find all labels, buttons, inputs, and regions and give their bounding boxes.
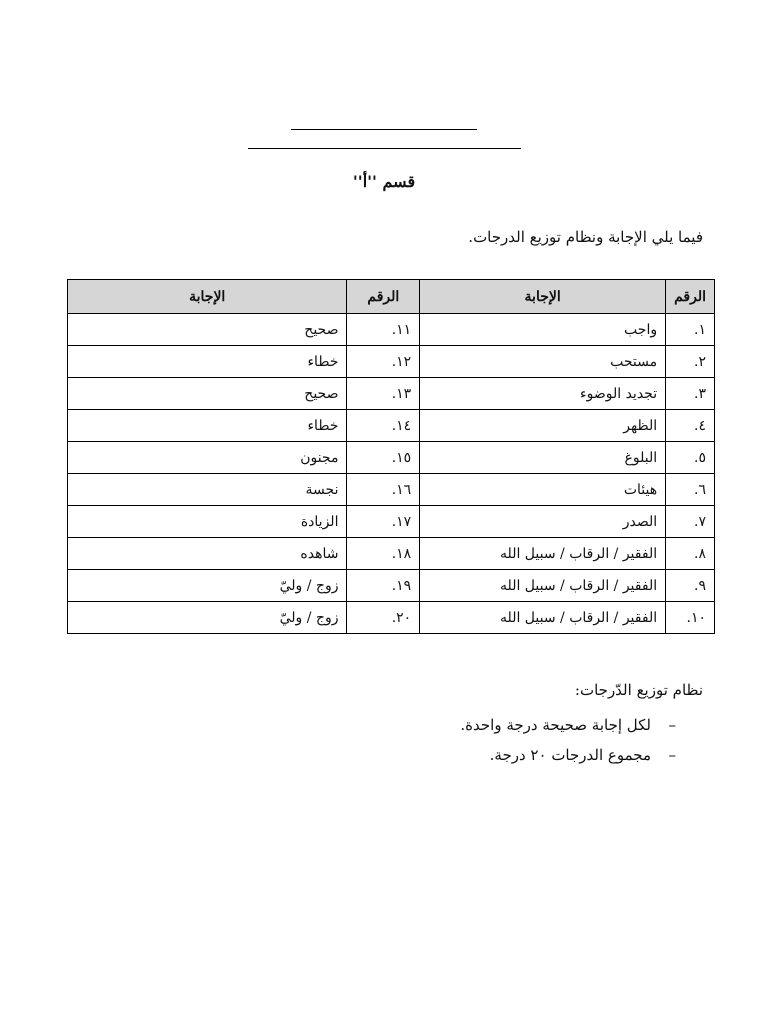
row-answer: الفقير / الرقاب / سبيل الله	[420, 570, 666, 602]
row-number: ١٨.	[347, 538, 420, 570]
row-number: ٥.	[666, 442, 715, 474]
table-row	[68, 538, 715, 570]
header-answer-2: الإجابة	[68, 280, 347, 314]
row-answer: هيئات	[420, 474, 666, 506]
row-number: ١٦.	[347, 474, 420, 506]
header-answer-1: الإجابة	[420, 280, 666, 314]
dash-bullet: –	[668, 716, 676, 734]
row-number: ٦.	[666, 474, 715, 506]
row-number: ١٩.	[347, 570, 420, 602]
row-answer: زوج / وليّ	[68, 602, 347, 634]
row-answer: زوج / وليّ	[68, 570, 347, 602]
intro-text: فيما يلي الإجابة ونظام توزيع الدرجات.	[468, 228, 703, 246]
grading-list	[460, 712, 676, 772]
row-answer: الظهر	[420, 410, 666, 442]
row-answer: خطاء	[68, 346, 347, 378]
row-number: ١٧.	[347, 506, 420, 538]
row-number: ١١.	[347, 314, 420, 346]
row-number: ٢.	[666, 346, 715, 378]
row-number: ٨.	[666, 538, 715, 570]
section-title: قسم ''أ''	[352, 172, 416, 191]
row-number: ١٥.	[347, 442, 420, 474]
row-number: ١٠.	[666, 602, 715, 634]
row-answer: تجديد الوضوء	[420, 378, 666, 410]
grading-item-text: لكل إجابة صحيحة درجة واحدة.	[460, 716, 651, 734]
dash-bullet: –	[668, 746, 676, 764]
top-rule-short	[291, 129, 477, 130]
row-answer: صحيح	[68, 378, 347, 410]
table-row	[68, 346, 715, 378]
row-answer: واجب	[420, 314, 666, 346]
row-answer: مجنون	[68, 442, 347, 474]
header-number-1: الرقم	[666, 280, 715, 314]
table-row	[68, 410, 715, 442]
row-answer: صحيح	[68, 314, 347, 346]
row-number: ٤.	[666, 410, 715, 442]
row-number: ٧.	[666, 506, 715, 538]
row-number: ٣.	[666, 378, 715, 410]
grading-heading: نظام توزيع الدّرجات:	[574, 681, 703, 699]
row-answer: نجسة	[68, 474, 347, 506]
row-answer: الفقير / الرقاب / سبيل الله	[420, 602, 666, 634]
header-number-2: الرقم	[347, 280, 420, 314]
row-number: ١.	[666, 314, 715, 346]
row-answer: الصدر	[420, 506, 666, 538]
row-number: ١٤.	[347, 410, 420, 442]
list-item	[460, 742, 676, 772]
grading-item-text: مجموع الدرجات ٢٠ درجة.	[489, 746, 651, 764]
row-number: ١٢.	[347, 346, 420, 378]
table-row	[68, 602, 715, 634]
row-answer: الزيادة	[68, 506, 347, 538]
list-item	[460, 712, 676, 742]
row-answer: البلوغ	[420, 442, 666, 474]
row-answer: الفقير / الرقاب / سبيل الله	[420, 538, 666, 570]
table-row	[68, 378, 715, 410]
table-row	[68, 570, 715, 602]
row-number: ٩.	[666, 570, 715, 602]
row-answer: شاهده	[68, 538, 347, 570]
table-row	[68, 314, 715, 346]
row-answer: خطاء	[68, 410, 347, 442]
table-header-row	[68, 280, 715, 314]
table-row	[68, 506, 715, 538]
table-row	[68, 474, 715, 506]
answer-table	[67, 279, 715, 634]
row-number: ٢٠.	[347, 602, 420, 634]
row-number: ١٣.	[347, 378, 420, 410]
table-row	[68, 442, 715, 474]
row-answer: مستحب	[420, 346, 666, 378]
top-rule-long	[248, 148, 521, 149]
